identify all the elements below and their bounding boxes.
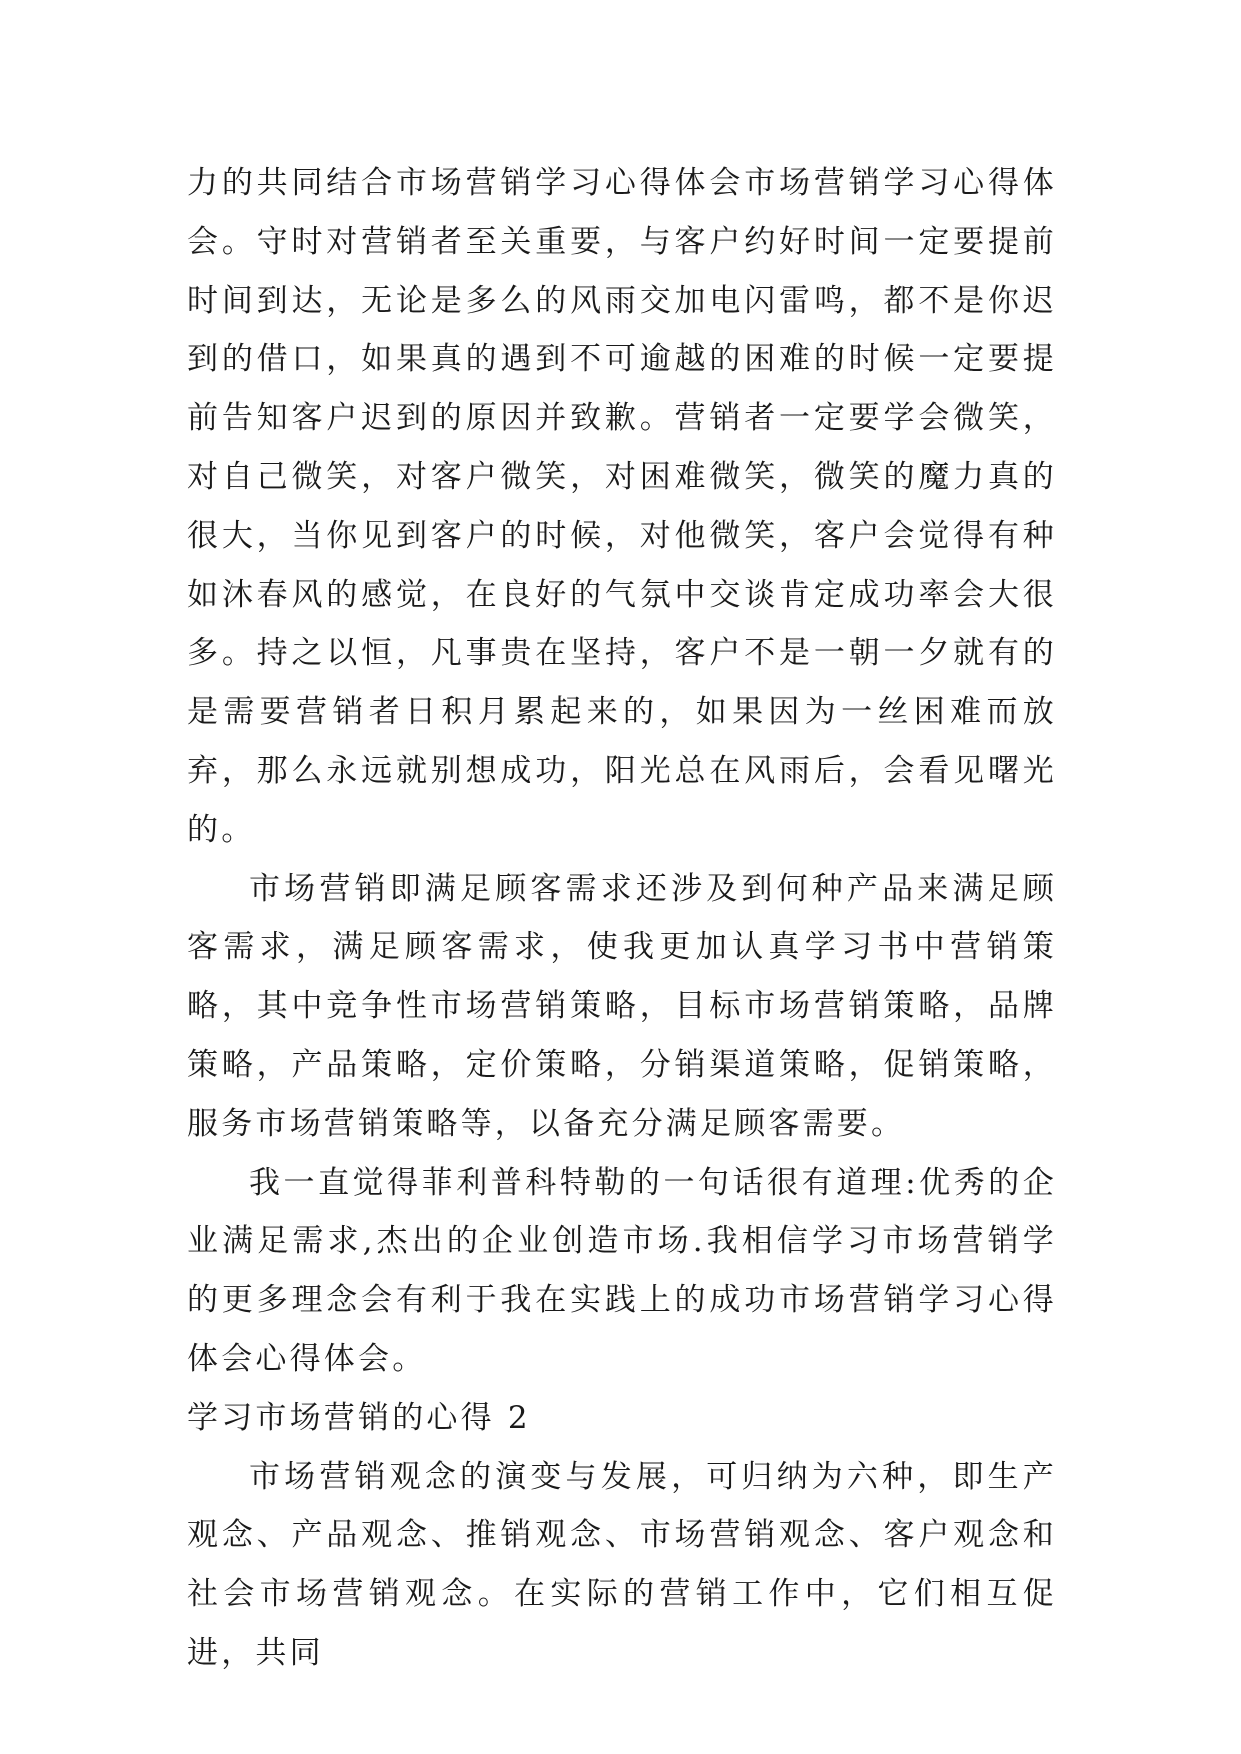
paragraph-2: 市场营销即满足顾客需求还涉及到何种产品来满足顾客需求，满足顾客需求，使我更加认真学习书中营销策略，其中竞争性市场营销策略，目标市场营销策略，品牌策略，产品策略，定价策略，分销渠道策略，促销策略，服务市场营销策略等，以备充分满足顾客需要。 [187, 870, 1057, 1142]
document-body [187, 154, 1057, 1683]
paragraph-1: 力的共同结合市场营销学习心得体会市场营销学习心得体会。守时对营销者至关重要，与客户约好时间一定要提前时间到达，无论是多么的风雨交加电闪雷鸣，都不是你迟到的借口，如果真的遇到不可逾越的困难的时候一定要提前告知客户迟到的原因并致歉。营销者一定要学会微笑，对自己微笑，对客户微笑，对困难微笑，微笑的魔力真的很大，当你见到客户的时候，对他微笑，客户会觉得有种如沐春风的感觉，在良好的气氛中交谈肯定成功率会大很多。持之以恒，凡事贵在坚持，客户不是一朝一夕就有的是需要营销者日积月累起来的，如果因为一丝困难而放弃，那么永远就别想成功，阳光总在风雨后，会看见曙光的。 [187, 165, 1057, 848]
paragraph-3: 我一直觉得菲利普科特勒的一句话很有道理:优秀的企业满足需求,杰出的企业创造市场.我相信学习市场营销学的更多理念会有利于我在实践上的成功市场营销学习心得体会心得体会。 [187, 1164, 1057, 1377]
paragraph-4: 市场营销观念的演变与发展，可归纳为六种，即生产观念、产品观念、推销观念、市场营销观念、客户观念和社会市场营销观念。在实际的营销工作中，它们相互促进，共同 [187, 1458, 1057, 1671]
section-heading: 学习市场营销的心得 2 [187, 1399, 531, 1436]
